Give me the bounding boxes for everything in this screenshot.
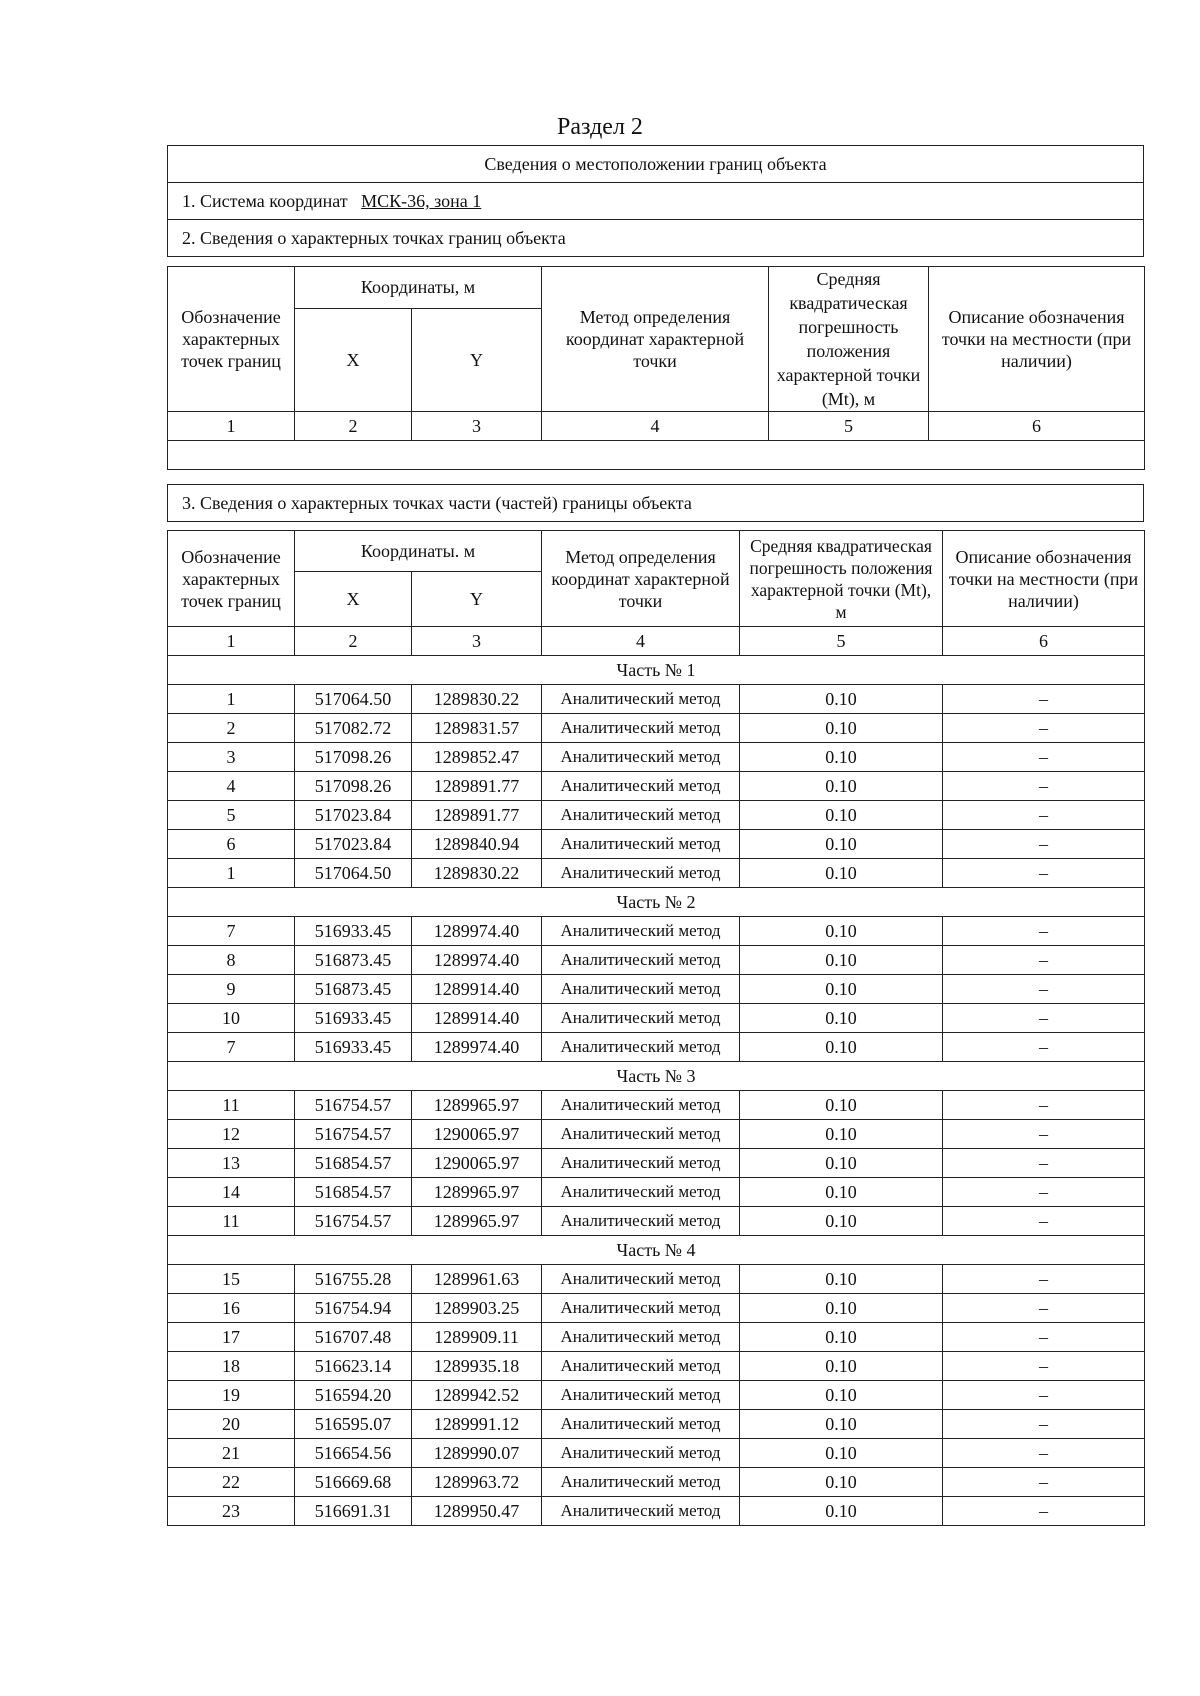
coord-x: 516754.94	[295, 1294, 412, 1323]
method-cell: Аналитический метод	[542, 830, 740, 859]
coord-x: 516595.07	[295, 1410, 412, 1439]
coord-y: 1289961.63	[412, 1265, 542, 1294]
description-cell: –	[943, 859, 1145, 888]
error-cell: 0.10	[740, 801, 943, 830]
table-row	[168, 1323, 1145, 1352]
description-cell: –	[943, 1033, 1145, 1062]
table-row	[168, 1149, 1145, 1178]
error-cell: 0.10	[740, 1091, 943, 1120]
point-number: 2	[168, 714, 295, 743]
col-error-header: Средняя квадратическая погрешность положения характерной точки (Mt), м	[769, 267, 929, 412]
col-number: 3	[412, 412, 542, 441]
coord-x: 516933.45	[295, 1004, 412, 1033]
table-row	[168, 1497, 1145, 1526]
point-number: 4	[168, 772, 295, 801]
coord-x: 516654.56	[295, 1439, 412, 1468]
description-cell: –	[943, 1352, 1145, 1381]
coord-x: 516854.57	[295, 1178, 412, 1207]
point-number: 17	[168, 1323, 295, 1352]
description-cell: –	[943, 1207, 1145, 1236]
table-row	[168, 1294, 1145, 1323]
col-designation-header: Обозначение характерных точек границ	[168, 531, 295, 627]
description-cell: –	[943, 1265, 1145, 1294]
point-number: 5	[168, 801, 295, 830]
error-cell: 0.10	[740, 1004, 943, 1033]
coord-y: 1289974.40	[412, 946, 542, 975]
table-row	[168, 1468, 1145, 1497]
method-cell: Аналитический метод	[542, 1004, 740, 1033]
method-cell: Аналитический метод	[542, 1207, 740, 1236]
coord-y: 1289942.52	[412, 1381, 542, 1410]
method-cell: Аналитический метод	[542, 975, 740, 1004]
col-number: 2	[295, 627, 412, 656]
point-number: 19	[168, 1381, 295, 1410]
coord-x: 517023.84	[295, 830, 412, 859]
empty-row	[168, 441, 1145, 470]
error-cell: 0.10	[740, 1033, 943, 1062]
coord-x: 516691.31	[295, 1497, 412, 1526]
coord-y: 1289840.94	[412, 830, 542, 859]
col-number: 6	[943, 627, 1145, 656]
table-row	[168, 1265, 1145, 1294]
coord-y: 1289963.72	[412, 1468, 542, 1497]
coord-y: 1289914.40	[412, 1004, 542, 1033]
coord-x: 516707.48	[295, 1323, 412, 1352]
description-cell: –	[943, 1468, 1145, 1497]
coord-y: 1289830.22	[412, 685, 542, 714]
error-cell: 0.10	[740, 1497, 943, 1526]
coord-x: 516669.68	[295, 1468, 412, 1497]
page-title: Раздел 2	[557, 114, 643, 140]
coord-y: 1289852.47	[412, 743, 542, 772]
description-cell: –	[943, 685, 1145, 714]
points-heading: 2. Сведения о характерных точках границ объекта	[168, 220, 1144, 257]
coord-y: 1289830.22	[412, 859, 542, 888]
error-cell: 0.10	[740, 1178, 943, 1207]
error-cell: 0.10	[740, 1265, 943, 1294]
coord-x: 517023.84	[295, 801, 412, 830]
point-number: 14	[168, 1178, 295, 1207]
point-number: 20	[168, 1410, 295, 1439]
coord-y: 1289965.97	[412, 1207, 542, 1236]
col-description-header: Описание обозначения точки на местности (при наличии)	[943, 531, 1145, 627]
method-cell: Аналитический метод	[542, 1323, 740, 1352]
description-cell: –	[943, 1004, 1145, 1033]
error-cell: 0.10	[740, 1352, 943, 1381]
coord-x: 517082.72	[295, 714, 412, 743]
coord-y: 1289831.57	[412, 714, 542, 743]
method-cell: Аналитический метод	[542, 772, 740, 801]
coord-y: 1289950.47	[412, 1497, 542, 1526]
error-cell: 0.10	[740, 1468, 943, 1497]
coord-y: 1289990.07	[412, 1439, 542, 1468]
table-row	[168, 975, 1145, 1004]
coord-y: 1289909.11	[412, 1323, 542, 1352]
method-cell: Аналитический метод	[542, 1497, 740, 1526]
coord-x: 516594.20	[295, 1381, 412, 1410]
point-number: 11	[168, 1207, 295, 1236]
coord-y: 1289965.97	[412, 1091, 542, 1120]
method-cell: Аналитический метод	[542, 714, 740, 743]
part-title: Часть № 1	[168, 656, 1145, 685]
method-cell: Аналитический метод	[542, 1120, 740, 1149]
coord-x: 516755.28	[295, 1265, 412, 1294]
coord-y: 1289914.40	[412, 975, 542, 1004]
point-number: 10	[168, 1004, 295, 1033]
part-title: Часть № 4	[168, 1236, 1145, 1265]
coord-x: 517098.26	[295, 772, 412, 801]
description-cell: –	[943, 1294, 1145, 1323]
point-number: 22	[168, 1468, 295, 1497]
point-number: 6	[168, 830, 295, 859]
description-cell: –	[943, 1120, 1145, 1149]
col-x-header: X	[295, 572, 412, 627]
coord-y: 1289935.18	[412, 1352, 542, 1381]
section3-heading-frame	[167, 484, 1144, 522]
col-y-header: Y	[412, 572, 542, 627]
point-number: 13	[168, 1149, 295, 1178]
table-row	[168, 917, 1145, 946]
error-cell: 0.10	[740, 743, 943, 772]
error-cell: 0.10	[740, 975, 943, 1004]
table-row	[168, 1033, 1145, 1062]
description-cell: –	[943, 1410, 1145, 1439]
coord-system-value: МСК-36, зона 1	[361, 191, 482, 211]
coord-system-cell	[168, 183, 1144, 220]
error-cell: 0.10	[740, 1410, 943, 1439]
description-cell: –	[943, 1091, 1145, 1120]
method-cell: Аналитический метод	[542, 1381, 740, 1410]
error-cell: 0.10	[740, 1149, 943, 1178]
description-cell: –	[943, 772, 1145, 801]
coord-x: 516754.57	[295, 1091, 412, 1120]
table-row	[168, 1004, 1145, 1033]
method-cell: Аналитический метод	[542, 1033, 740, 1062]
method-cell: Аналитический метод	[542, 946, 740, 975]
point-number: 9	[168, 975, 295, 1004]
col-number: 1	[168, 412, 295, 441]
coord-system-label: 1. Система координат	[182, 191, 348, 211]
col-coordinates-header: Координаты, м	[295, 267, 542, 309]
coord-y: 1289974.40	[412, 917, 542, 946]
coord-y: 1289891.77	[412, 801, 542, 830]
error-cell: 0.10	[740, 714, 943, 743]
col-number: 3	[412, 627, 542, 656]
method-cell: Аналитический метод	[542, 1149, 740, 1178]
col-number: 1	[168, 627, 295, 656]
method-cell: Аналитический метод	[542, 1439, 740, 1468]
method-cell: Аналитический метод	[542, 1468, 740, 1497]
method-cell: Аналитический метод	[542, 1265, 740, 1294]
point-number: 1	[168, 859, 295, 888]
method-cell: Аналитический метод	[542, 743, 740, 772]
coord-x: 516754.57	[295, 1207, 412, 1236]
description-cell: –	[943, 714, 1145, 743]
coord-x: 517064.50	[295, 685, 412, 714]
part-points-table	[167, 530, 1145, 1526]
description-cell: –	[943, 1381, 1145, 1410]
coord-x: 517064.50	[295, 859, 412, 888]
table-row	[168, 946, 1145, 975]
description-cell: –	[943, 1439, 1145, 1468]
coord-y: 1289991.12	[412, 1410, 542, 1439]
coord-y: 1289903.25	[412, 1294, 542, 1323]
col-number: 5	[769, 412, 929, 441]
boundary-points-table	[167, 266, 1145, 470]
error-cell: 0.10	[740, 1120, 943, 1149]
section3-heading: 3. Сведения о характерных точках части (частей) границы объекта	[168, 485, 1144, 522]
method-cell: Аналитический метод	[542, 1178, 740, 1207]
error-cell: 0.10	[740, 772, 943, 801]
coord-y: 1290065.97	[412, 1120, 542, 1149]
point-number: 21	[168, 1439, 295, 1468]
table-row	[168, 859, 1145, 888]
coord-y: 1289974.40	[412, 1033, 542, 1062]
table-row	[168, 743, 1145, 772]
table-row	[168, 1410, 1145, 1439]
col-y-header: Y	[412, 308, 542, 411]
table-row	[168, 1352, 1145, 1381]
method-cell: Аналитический метод	[542, 1410, 740, 1439]
table-row	[168, 1091, 1145, 1120]
coord-x: 516933.45	[295, 917, 412, 946]
description-cell: –	[943, 1497, 1145, 1526]
description-cell: –	[943, 946, 1145, 975]
table-row	[168, 1207, 1145, 1236]
table-row	[168, 1381, 1145, 1410]
error-cell: 0.10	[740, 1207, 943, 1236]
description-cell: –	[943, 1149, 1145, 1178]
method-cell: Аналитический метод	[542, 859, 740, 888]
location-heading: Сведения о местоположении границ объекта	[168, 146, 1144, 183]
point-number: 7	[168, 917, 295, 946]
table-row	[168, 685, 1145, 714]
object-info-table	[167, 145, 1144, 257]
error-cell: 0.10	[740, 830, 943, 859]
col-x-header: X	[295, 308, 412, 411]
col-coordinates-header: Координаты. м	[295, 531, 542, 572]
coord-x: 516873.45	[295, 946, 412, 975]
col-error-header: Средняя квадратическая погрешность положения характерной точки (Mt), м	[740, 531, 943, 627]
table-row	[168, 1178, 1145, 1207]
error-cell: 0.10	[740, 859, 943, 888]
col-method-header: Метод определения координат характерной точки	[542, 531, 740, 627]
point-number: 23	[168, 1497, 295, 1526]
point-number: 18	[168, 1352, 295, 1381]
part-title: Часть № 2	[168, 888, 1145, 917]
parts-body	[168, 656, 1145, 1526]
point-number: 15	[168, 1265, 295, 1294]
col-number: 6	[929, 412, 1145, 441]
col-description-header: Описание обозначения точки на местности (при наличии)	[929, 267, 1145, 412]
coord-x: 517098.26	[295, 743, 412, 772]
part-title: Часть № 3	[168, 1062, 1145, 1091]
method-cell: Аналитический метод	[542, 685, 740, 714]
description-cell: –	[943, 801, 1145, 830]
table-row	[168, 1439, 1145, 1468]
error-cell: 0.10	[740, 946, 943, 975]
point-number: 8	[168, 946, 295, 975]
description-cell: –	[943, 743, 1145, 772]
coord-y: 1289891.77	[412, 772, 542, 801]
description-cell: –	[943, 1178, 1145, 1207]
coord-x: 516623.14	[295, 1352, 412, 1381]
col-number: 2	[295, 412, 412, 441]
coord-x: 516754.57	[295, 1120, 412, 1149]
table-row	[168, 830, 1145, 859]
point-number: 12	[168, 1120, 295, 1149]
coord-x: 516873.45	[295, 975, 412, 1004]
description-cell: –	[943, 917, 1145, 946]
col-number: 4	[542, 412, 769, 441]
coord-x: 516933.45	[295, 1033, 412, 1062]
coord-x: 516854.57	[295, 1149, 412, 1178]
point-number: 16	[168, 1294, 295, 1323]
part-header-row	[168, 888, 1145, 917]
method-cell: Аналитический метод	[542, 801, 740, 830]
col-method-header: Метод определения координат характерной точки	[542, 267, 769, 412]
method-cell: Аналитический метод	[542, 1352, 740, 1381]
description-cell: –	[943, 1323, 1145, 1352]
coord-y: 1289965.97	[412, 1178, 542, 1207]
part-header-row	[168, 1236, 1145, 1265]
error-cell: 0.10	[740, 1294, 943, 1323]
part-header-row	[168, 1062, 1145, 1091]
point-number: 1	[168, 685, 295, 714]
col-number: 5	[740, 627, 943, 656]
error-cell: 0.10	[740, 1381, 943, 1410]
method-cell: Аналитический метод	[542, 1294, 740, 1323]
table-row	[168, 1120, 1145, 1149]
method-cell: Аналитический метод	[542, 917, 740, 946]
table-row	[168, 714, 1145, 743]
error-cell: 0.10	[740, 1323, 943, 1352]
description-cell: –	[943, 830, 1145, 859]
part-header-row	[168, 656, 1145, 685]
coord-y: 1290065.97	[412, 1149, 542, 1178]
table-row	[168, 772, 1145, 801]
col-number: 4	[542, 627, 740, 656]
col-designation-header: Обозначение характерных точек границ	[168, 267, 295, 412]
error-cell: 0.10	[740, 1439, 943, 1468]
point-number: 7	[168, 1033, 295, 1062]
table-row	[168, 801, 1145, 830]
error-cell: 0.10	[740, 917, 943, 946]
description-cell: –	[943, 975, 1145, 1004]
point-number: 11	[168, 1091, 295, 1120]
error-cell: 0.10	[740, 685, 943, 714]
method-cell: Аналитический метод	[542, 1091, 740, 1120]
point-number: 3	[168, 743, 295, 772]
